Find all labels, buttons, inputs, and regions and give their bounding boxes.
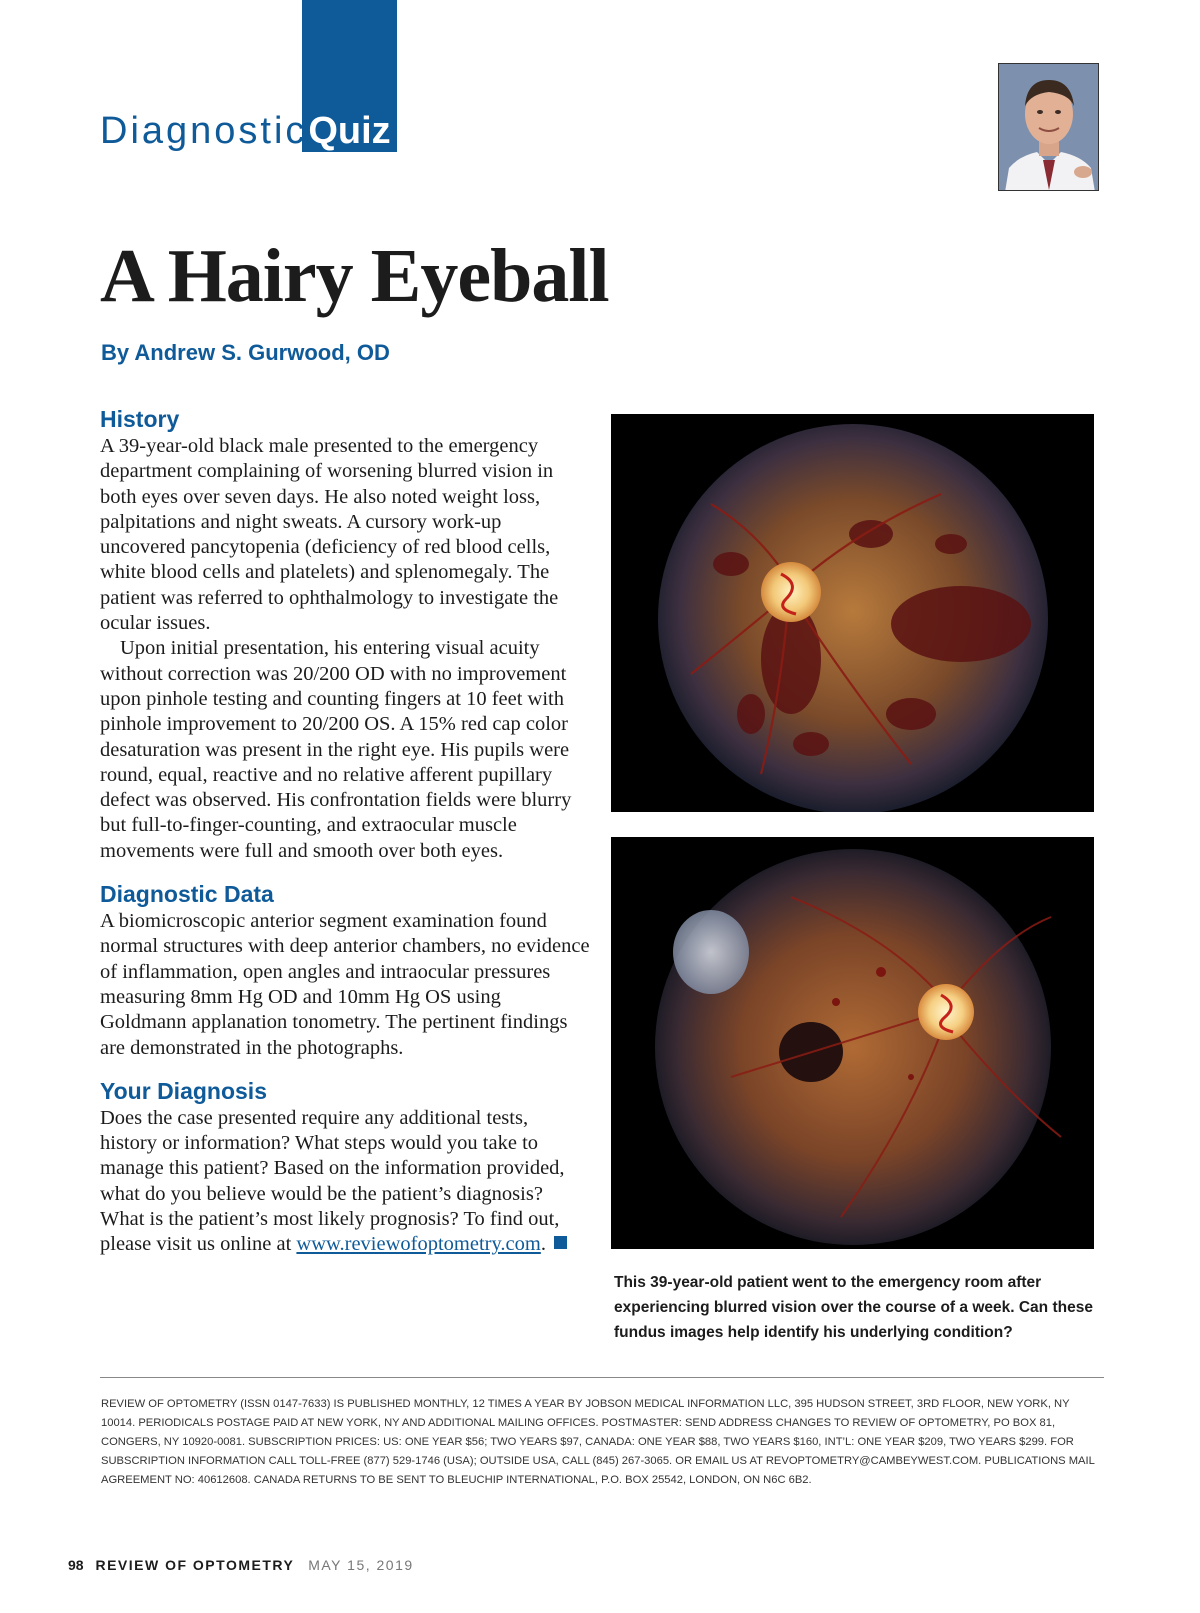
article-byline: By Andrew S. Gurwood, OD [101, 340, 390, 365]
fundus-photo-left-eye [611, 837, 1094, 1249]
author-photo [998, 63, 1099, 191]
link-suffix: . [540, 1233, 546, 1256]
end-of-article-mark [554, 1236, 567, 1249]
history-paragraph-1: A 39-year-old black male presented to the emergency department complaining of worsening blurred vision in both eyes over seven days. He also noted weight loss, palpitations and night sweats. A cursory work-up uncovered pancytopenia (deficiency of red blood cells, white blood cells and platelets) and splenomegaly. The patient was referred to ophthalmology to investigate the ocular issues. [100, 435, 559, 635]
fundus-photo-right-eye [611, 414, 1094, 812]
history-heading: History [100, 406, 180, 432]
your-diagnosis-heading: Your Diagnosis [100, 1077, 267, 1104]
publication-fine-print: REVIEW OF OPTOMETRY (ISSN 0147-7633) IS PUBLISHED MONTHLY, 12 TIMES A YEAR BY JOBSON MEDICAL INFORMATION LLC, 395 HUDSON STREET, 3RD FLOOR, NEW YORK, NY 10014. PERIODICALS POSTAGE PAID AT NEW YORK, NY AND ADDITIONAL MAILING OFFICES. POSTMASTER: SEND ADDRESS CHANGES TO REVIEW OF OPTOMETRY, PO BOX 81, CONGERS, NY 10920-0081. SUBSCRIPTION PRICES: US: ONE YEAR $56; TWO YEARS $97, CANADA: ONE YEAR $88, TWO YEARS $160, INT’L: ONE YEAR $209, TWO YEARS $299. FOR SUBSCRIPTION INFORMATION CALL TOLL-FREE (877) 529-1746 (USA); OUTSIDE USA, CALL (845) 267-3065. OR EMAIL US AT REVOPTOMETRY@CAMBEYWEST.COM. PUBLICATIONS MAIL AGREEMENT NO: 40612608. CANADA RETURNS TO BE SENT TO BLEUCHIP INTERNATIONAL, P.O. BOX 25542, LONDON, ON N6C 6B2. [101, 1398, 1095, 1486]
issue-date: MAY 15, 2019 [308, 1557, 414, 1573]
your-diagnosis-paragraph [100, 1106, 590, 1258]
section-badge: Quiz [308, 110, 391, 152]
history-paragraph-2: Upon initial presentation, his entering visual acuity without correction was 20/200 OD with no improvement upon pinhole testing and counting fingers at 10 feet with pinhole improvement to 20/200 OS. A 15% red cap color desaturation was present in the right eye. His pupils were round, equal, reactive and no relative afferent pupillary defect was observed. His confrontation fields were blurry but full-to-finger-counting, and extraocular muscle movements were full and smooth over both eyes. [100, 637, 572, 862]
article-body [100, 404, 590, 1258]
page-number: 98 [68, 1557, 84, 1573]
website-link[interactable]: www.reviewofoptometry.com [296, 1233, 541, 1256]
divider-rule [100, 1377, 1104, 1378]
diagnostic-data-heading: Diagnostic Data [100, 881, 274, 908]
diagnostic-data-paragraph: A biomicroscopic anterior segment examination found normal structures with deep anterior chambers, no evidence of inflammation, open angles and intraocular pressures measuring 8mm Hg OD and 10mm Hg OS using Goldmann applanation tonometry. The pertinent findings are demonstrated in the photographs. [100, 910, 590, 1059]
magazine-name: REVIEW OF OPTOMETRY [95, 1557, 295, 1573]
your-diagnosis-text: Does the case presented require any additional tests, history or information? What steps would you take to manage this patient? Based on the information provided, what do you believe would be the patient’s diagnosis? What is the patient’s most likely prognosis? To find out, please visit us online at [100, 1106, 565, 1256]
section-label: Diagnostic [100, 110, 308, 152]
article-title: A Hairy Eyeball [100, 234, 609, 318]
figure-caption: This 39-year-old patient went to the emergency room after experiencing blurred vision over the course of a week. Can these fundus images help identify his underlying condition? [614, 1274, 1093, 1341]
page-footer [68, 1555, 414, 1575]
